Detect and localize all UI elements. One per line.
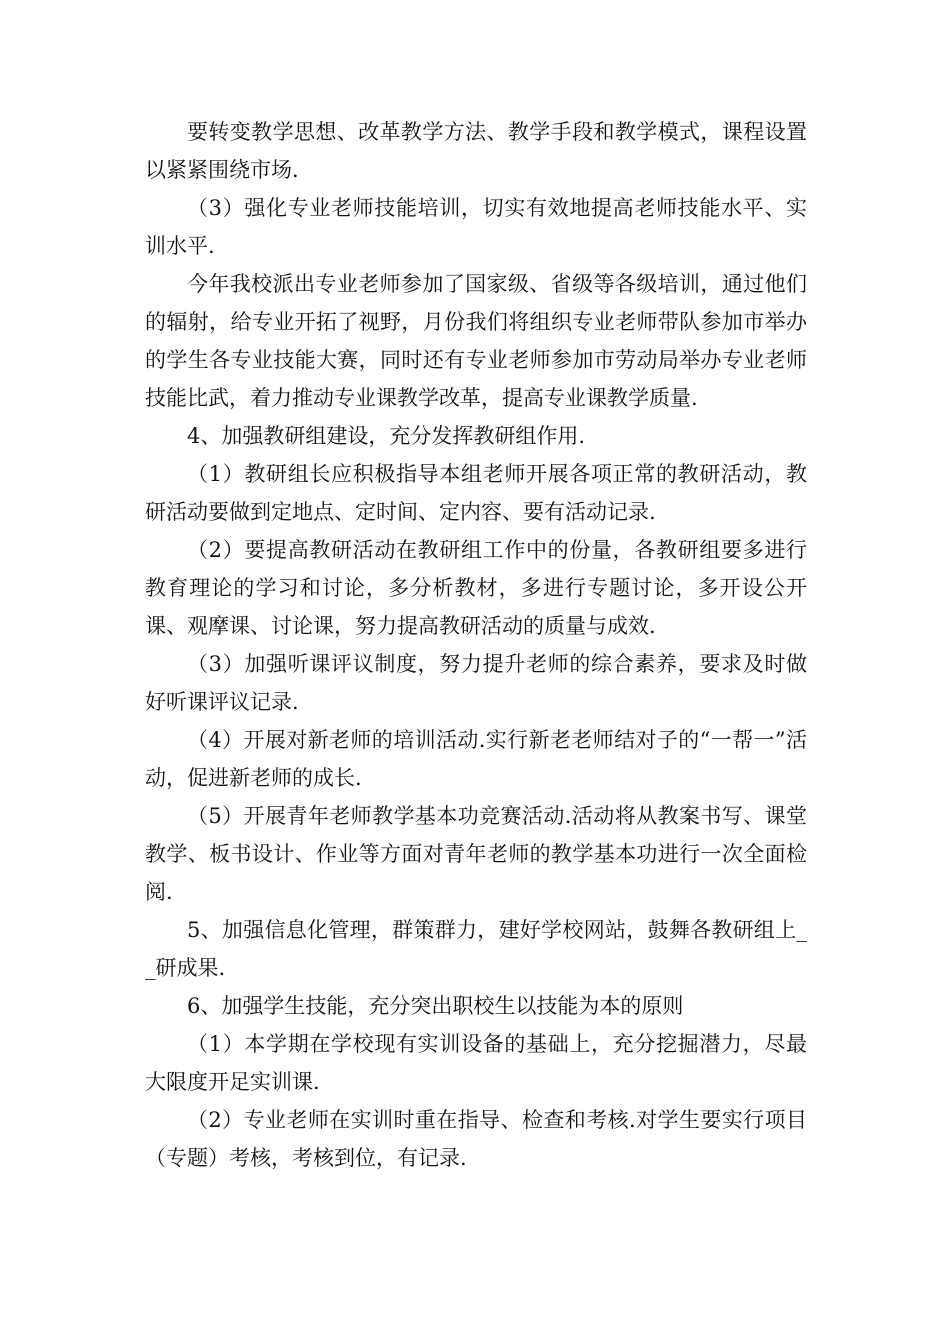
paragraph-4-item-2: （2）要提高教研活动在教研组工作中的份量，各教研组要多进行教育理论的学习和讨论，多分析教材，多进行专题讨论，多开设公开课、观摩课、讨论课，努力提高教研活动的质量与成效. <box>145 538 807 638</box>
paragraph-section-5: 5、加强信息化管理，群策群力，建好学校网站，鼓舞各教研组上__研成果. <box>145 918 807 980</box>
paragraph-section-4-heading: 4、加强教研组建设，充分发挥教研组作用. <box>187 424 586 448</box>
paragraph-training-this-year: 今年我校派出专业老师参加了国家级、省级等各级培训，通过他们的辐射，给专业开拓了视野，月份我们将组织专业老师带队参加市举办的学生各专业技能大赛，同时还有专业老师参加市劳动局举办专业老师技能比武，着力推动专业课教学改革，提高专业课教学质量. <box>145 272 807 410</box>
paragraph-4-item-5: （5）开展青年老师教学基本功竞赛活动.活动将从教案书写、课堂教学、板书设计、作业等方面对青年老师的教学基本功进行一次全面检阅. <box>145 804 807 904</box>
paragraph-4-item-1: （1）教研组长应积极指导本组老师开展各项正常的教研活动，教研活动要做到定地点、定时间、定内容、要有活动记录. <box>145 462 807 524</box>
paragraph-section-6-heading: 6、加强学生技能，充分突出职校生以技能为本的原则 <box>187 994 684 1018</box>
paragraph-teacher-skill-training: （3）强化专业老师技能培训，切实有效地提高老师技能水平、实训水平. <box>145 196 807 258</box>
document-body <box>145 113 807 1177</box>
paragraph-4-item-4: （4）开展对新老师的培训活动.实行新老老师结对子的“一帮一”活动，促进新老师的成长. <box>145 728 807 790</box>
paragraph-4-item-3: （3）加强听课评议制度，努力提升老师的综合素养，要求及时做好听课评议记录. <box>145 652 807 714</box>
paragraph-6-item-2: （2）专业老师在实训时重在指导、检查和考核.对学生要实行项目（专题）考核，考核到位，有记录. <box>145 1108 807 1170</box>
paragraph-transform-teaching: 要转变教学思想、改革教学方法、教学手段和教学模式，课程设置以紧紧围绕市场. <box>145 120 807 182</box>
paragraph-6-item-1: （1）本学期在学校现有实训设备的基础上，充分挖掘潜力，尽最大限度开足实训课. <box>145 1032 807 1094</box>
